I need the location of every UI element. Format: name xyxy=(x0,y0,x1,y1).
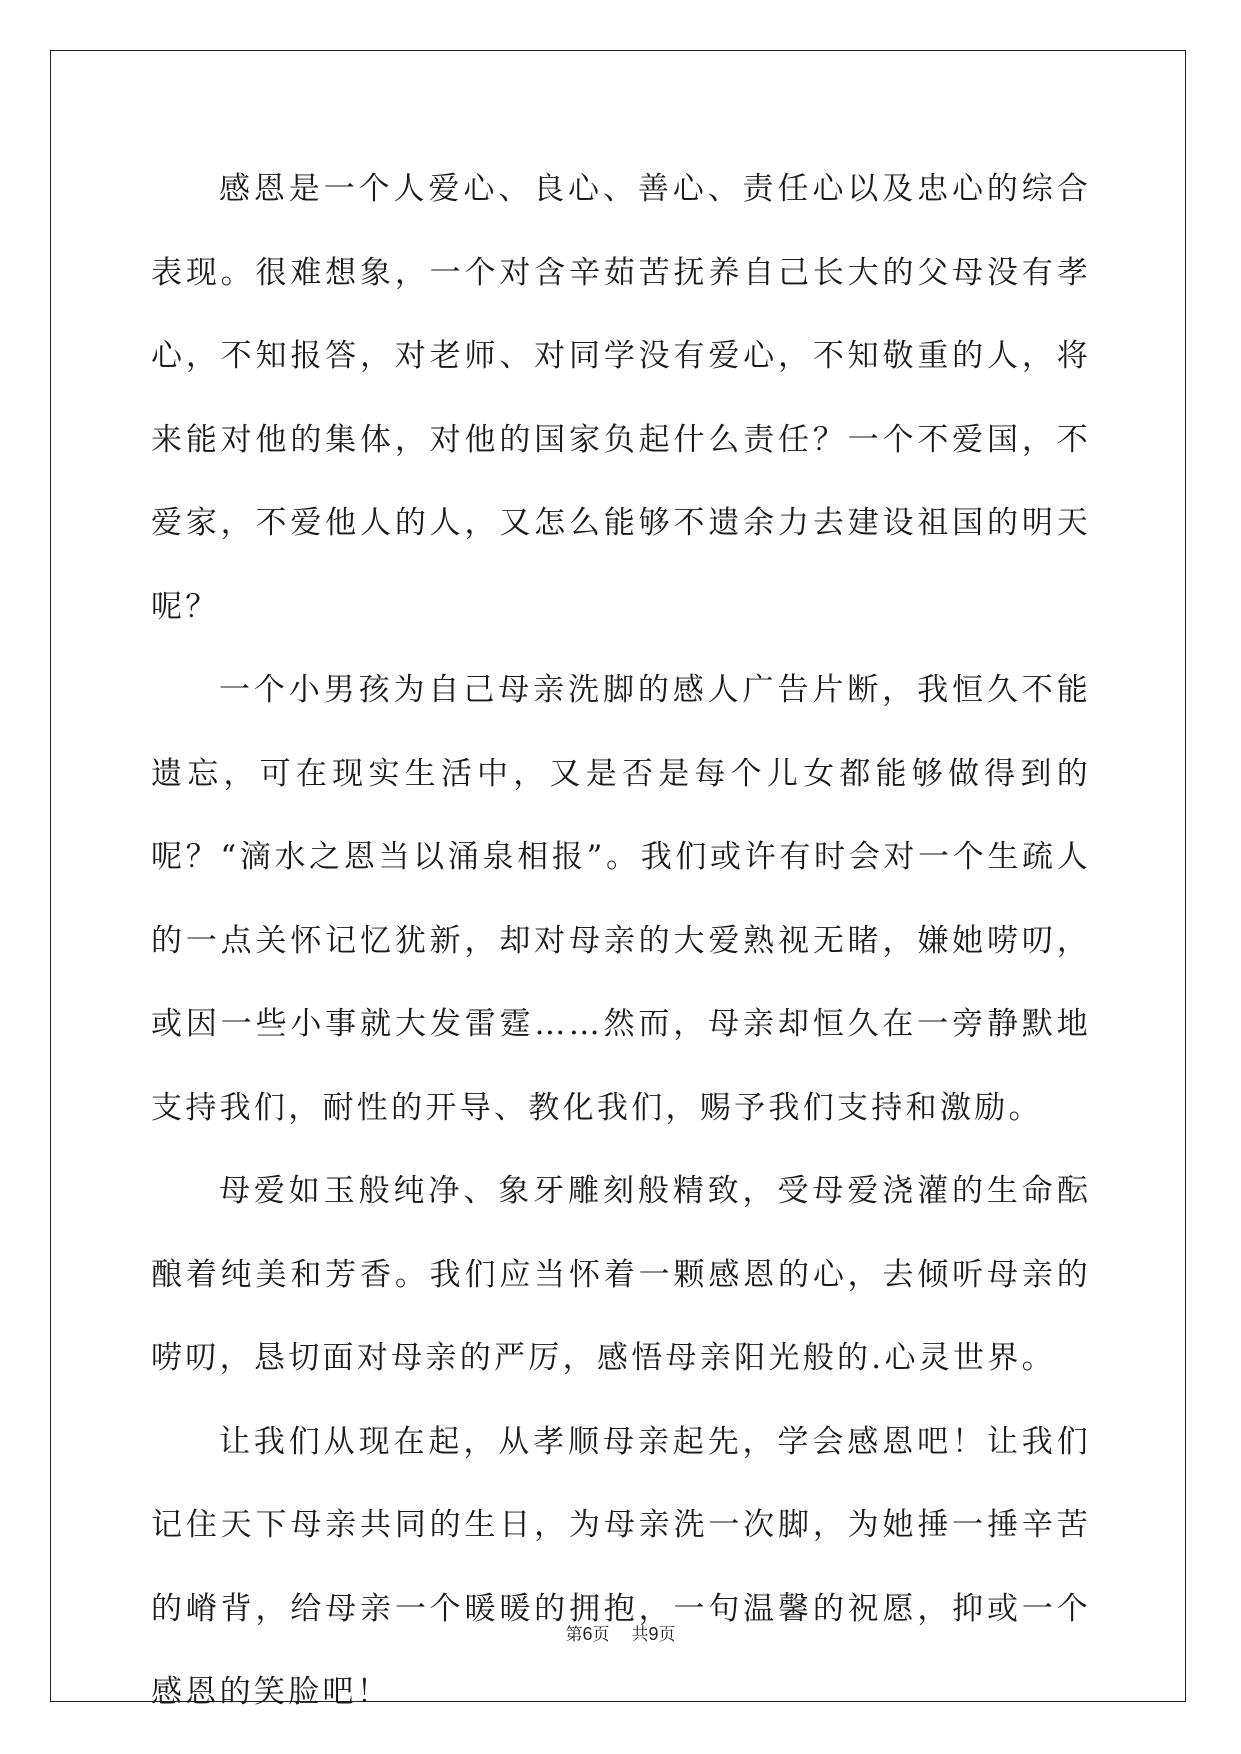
footer-total-prefix: 共 xyxy=(631,1625,649,1645)
paragraph: 母爱如玉般纯净、象牙雕刻般精致，受母爱浇灌的生命酝酿着纯美和芳香。我们应当怀着一颗感恩的心，去倾听母亲的唠叨，恳切面对母亲的严厉，感悟母亲阳光般的.心灵世界。 xyxy=(151,1173,1091,1376)
paragraph: 一个小男孩为自己母亲洗脚的感人广告片断，我恒久不能遗忘，可在现实生活中，又是否是每个儿女都能够做得到的呢？“滴水之恩当以涌泉相报”。我们或许有时会对一个生疏人的一点关怀记忆犹新，却对母亲的大爱熟视无睹，嫌她唠叨，或因一些小事就大发雷霆……然而，母亲却恒久在一旁静默地支持我们，耐性的开导、教化我们，赐予我们支持和激励。 xyxy=(151,672,1091,1126)
footer-total-suffix: 页 xyxy=(658,1625,676,1645)
document-body xyxy=(151,148,1091,1735)
paragraph: 感恩是一个人爱心、良心、善心、责任心以及忠心的综合表现。很难想象，一个对含辛茹苦抚养自己长大的父母没有孝心，不知报答，对老师、对同学没有爱心，不知敬重的人，将来能对他的集体，对他的国家负起什么责任？一个不爱国，不爱家，不爱他人的人，又怎么能够不遗余力去建设祖国的明天呢？ xyxy=(151,171,1091,625)
footer-prefix: 第 xyxy=(565,1625,583,1645)
footer-page-suffix: 页 xyxy=(592,1625,610,1645)
current-page-number: 6 xyxy=(582,1624,593,1644)
paragraph: 让我们从现在起，从孝顺母亲起先，学会感恩吧！让我们记住天下母亲共同的生日，为母亲洗一次脚，为她捶一捶辛苦的嵴背，给母亲一个暖暖的拥抱，一句温馨的祝愿，抑或一个感恩的笑脸吧！ xyxy=(151,1423,1091,1710)
page-footer xyxy=(0,1620,1241,1645)
total-pages-number: 9 xyxy=(648,1624,659,1644)
